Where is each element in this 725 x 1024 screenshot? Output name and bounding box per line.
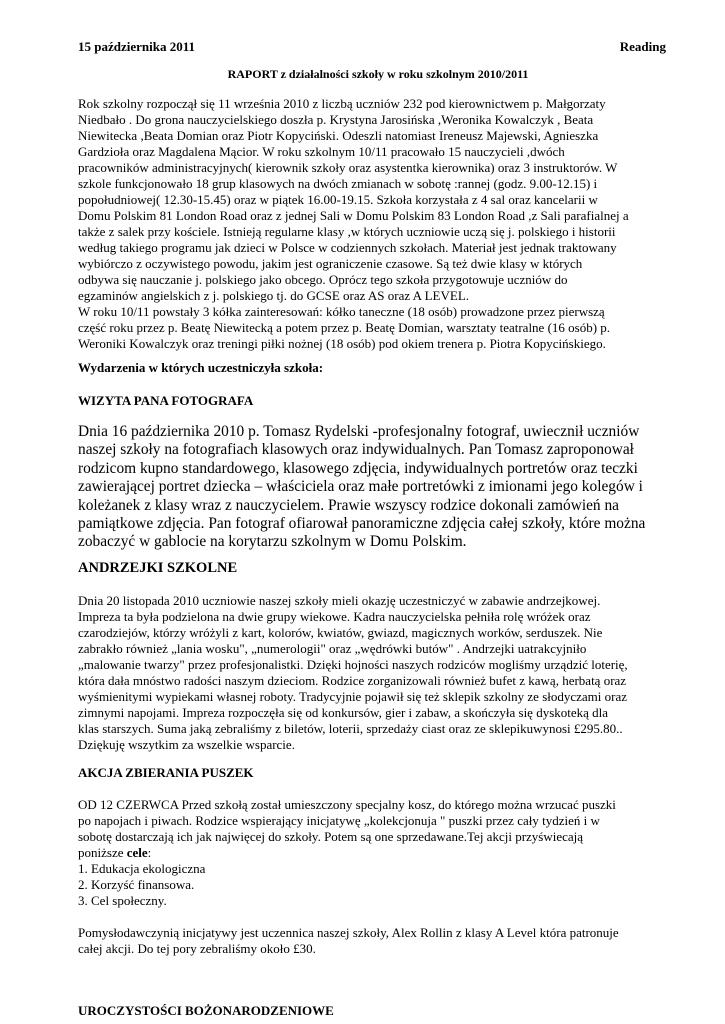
christmas-heading: UROCZYSTOŚCI BOŻONARODZENIOWE [78, 1003, 334, 1018]
photographer-heading: WIZYTA PANA FOTOGRAFA [78, 393, 254, 408]
text-line: zimnymi napojami. Impreza rozpoczęła się od konkursów, gier i zabaw, a skończyła się dyskoteką dla [78, 705, 609, 720]
puszki-paragraph [78, 797, 650, 909]
text-line: W roku 10/11 powstały 3 kółka zainteresowań: kółko taneczne (18 osób) prowadzone przez pierwszą [78, 304, 605, 319]
goal-item: 2. Korzyść finansowa. [78, 877, 195, 892]
text-line: egzaminów angielskich z j. polskiego tj. do GCSE oraz AS oraz A LEVEL. [78, 288, 470, 303]
goals-lead: poniższe [78, 845, 127, 860]
report-title: RAPORT z działalności szkoły w roku szkolnym 2010/2011 [227, 67, 529, 81]
puszki-heading: AKCJA ZBIERANIA PUSZEK [78, 765, 254, 780]
text-line: koleżanek z klasy wraz z nauczycielem. Prawie wszyscy rodzice dokonali zamówień na [78, 496, 620, 514]
text-line: klas starszych. Suma jaką zebraliśmy z biletów, loterii, sprzedaży ciast oraz ze sklepikuwynosi £295.80.. [78, 721, 623, 736]
header-date: 15 października 2011 [78, 39, 196, 54]
text-line: po napojach i piwach. Rodzice wspierający inicjatywę „kolekcjonuja " puszki przez cały tydzień i w [78, 813, 600, 828]
text-line: wyśmienitymi wypiekami własnej roboty. Tradycyjnie pojawił się też sklepik szkolny ze słodyczami oraz [78, 689, 628, 704]
text-line: Dnia 20 listopada 2010 uczniowie naszej szkoły mieli okazję uczestniczyć w zabawie andrzejkowej. [78, 593, 601, 608]
intro-paragraph [78, 96, 650, 352]
text-line: zobaczyć w gablocie na korytarzu szkolnym w Domu Polskim. [78, 533, 467, 551]
text-line: która dała mnóstwo radości naszym dzieciom. Rodzice zorganizowali również bufet z kawą, herbatą oraz [78, 673, 627, 688]
text-line: Weroniki Kowalczyk oraz treningi piłki nożnej (18 osób) pod okiem trenera p. Piotra Kopycińskiego. [78, 336, 606, 351]
text-line: Impreza ta była podzielona na dwie grupy wiekowe. Kadra nauczycielska pełniła rolę wróżek oraz [78, 609, 591, 624]
text-line: Gardzioła oraz Magdalena Mącior. W roku szkolnym 10/11 pracowało 15 nauczycieli ,dwóch [78, 144, 565, 159]
goal-item: 1. Edukacja ekologiczna [78, 861, 206, 876]
photographer-paragraph [78, 423, 650, 552]
events-heading: Wydarzenia w których uczestniczyła szkoła: [78, 360, 324, 375]
text-line: zawierającej portret dziecka – właściciela oraz małe portretówki z imionami jego kolegów i [78, 478, 643, 496]
text-line: czarodziejów, którzy wróżyli z kart, kolorów, kwiatów, gwiazd, magicznych worków, serduszek. Nie [78, 625, 603, 640]
text-line: Domu Polskim 81 London Road oraz z jednej Sali w Domu Polskim 83 London Road ,z Sali parafialnej a [78, 208, 629, 223]
text-line: Niedbało . Do grona nauczycielskiego doszła p. Krystyna Jarosińska ,Weronika Kowalczyk , Beata [78, 112, 594, 127]
text-line: szkole funkcjonowało 18 grup klasowych na dwóch zmianach w sobotę :rannej (godz. 9.00-12.15) i [78, 176, 598, 191]
text-line: całej akcji. Do tej pory zebraliśmy około £30. [78, 941, 316, 956]
puszki-closing [78, 925, 650, 957]
goal-item: 3. Cel społeczny. [78, 893, 167, 908]
header-place: Reading [619, 39, 666, 54]
text-line: pamiątkowe zdjęcia. Pan fotograf ofiarował panoramiczne zdjęcia całej szkoły, które można [78, 515, 646, 533]
text-line: Rok szkolny rozpoczął się 11 września 2010 z liczbą uczniów 232 pod kierownictwem p. Małgorzaty [78, 96, 606, 111]
text-line: „malowanie twarzy" przez profesjonalistki. Dzięki hojności naszych rodziców mogliśmy urządzić loterię, [78, 657, 628, 672]
text-line: według takiego programu jak dzieci w Polsce w codziennych szkołach. Materiał jest jednak traktowany [78, 240, 617, 255]
text-line: naszej szkoły na fotografiach klasowych oraz indywidualnych. Pan Tomasz zaproponował [78, 441, 634, 459]
text-line: Dnia 16 października 2010 p. Tomasz Rydelski -profesjonalny fotograf, uwiecznił uczniów [78, 423, 640, 440]
text-line: rodzicom kupno standardowego, klasowego zdjęcia, indywidualnych portretów oraz teczki [78, 459, 638, 477]
text-line: odbywa się nauczanie j. polskiego jako obcego. Oprócz tego szkoła przygotowuje uczniów do [78, 272, 568, 287]
goals-word: cele [126, 845, 148, 860]
text-line: Pomysłodawczynią inicjatywy jest uczennica naszej szkoły, Alex Rollin z klasy A Level która patronuje [78, 925, 619, 940]
text-line: pracowników administracyjnych( kierownik szkoły oraz asystentka kierownika) oraz 3 instruktorów. W [78, 160, 618, 175]
text-line: Niewitecka ,Beata Domian oraz Piotr Kopyciński. Odeszli natomiast Ireneusz Majewski, Agnieszka [78, 128, 599, 143]
text-line: popołudniowej( 12.30-15.45) oraz w piątek 16.00-19.15. Szkoła korzystała z 4 sal oraz kancelarii w [78, 192, 598, 207]
text-line: wybiórczo z oczywistego powodu, jakim jest ograniczenie czasowe. Są też dwie klasy w których [78, 256, 583, 271]
text-line: Dziękuję wszytkim za wszelkie wsparcie. [78, 737, 295, 752]
andrzejki-heading: ANDRZEJKI SZKOLNE [78, 560, 238, 576]
text-line: sobotę dostarczają ich jak najwięcej do szkoły. Potem są one sprzedawane.Tej akcji przyświecają [78, 829, 584, 844]
goals-colon: : [147, 845, 152, 860]
goals-intro [78, 845, 650, 861]
text-line: OD 12 CZERWCA Przed szkołą został umieszczony specjalny kosz, do którego można wrzucać puszki [78, 797, 616, 812]
text-line: część roku przez p. Beatę Niewitecką a potem przez p. Beatę Domian, warsztaty teatralne (16 osób) p. [78, 320, 611, 335]
text-line: zabrakło również „lania wosku", „numerologii" oraz „wędrówki butów" . Andrzejki uatrakcyjniło [78, 641, 587, 656]
text-line: także z salek przy kościele. Istnieją regularne klasy ,w których uczniowie uczą się j. polskiego i historii [78, 224, 616, 239]
andrzejki-paragraph [78, 593, 650, 753]
